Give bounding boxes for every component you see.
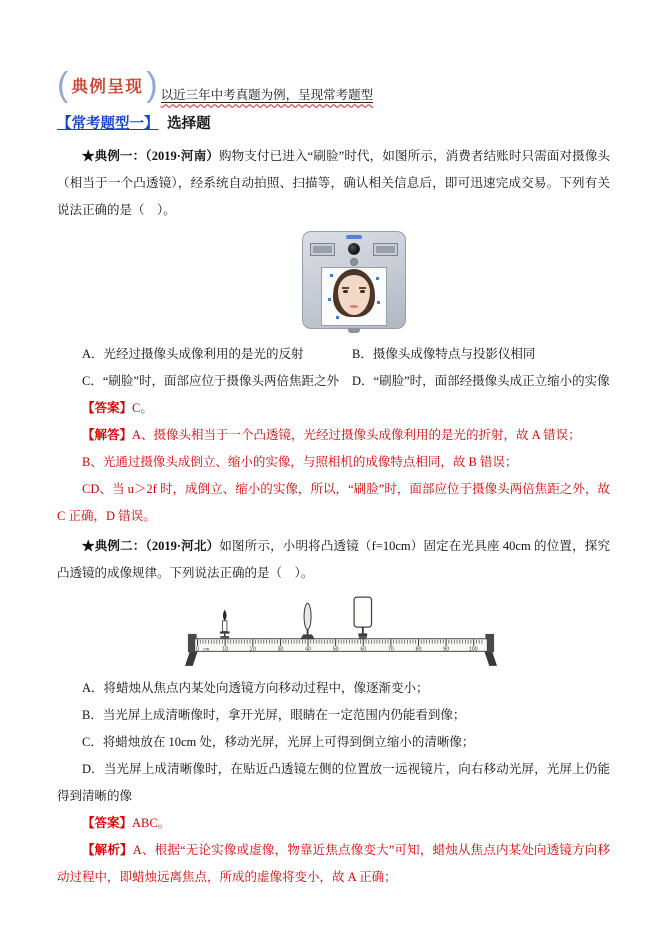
svg-text:50: 50	[332, 646, 339, 653]
badge-label: 典例呈现	[71, 78, 144, 96]
device-base-tab	[348, 328, 360, 333]
svg-text:30: 30	[277, 646, 284, 653]
candle	[220, 610, 230, 639]
q2-answer-label: 【答案】	[82, 816, 133, 830]
screen-holder	[359, 636, 367, 639]
q1-option-d: D．“刷脸”时，面部经摄像头成正立缩小的实像	[352, 374, 610, 388]
svg-text:40: 40	[305, 646, 312, 653]
q1-figure	[97, 231, 610, 335]
q1-options-row-2	[57, 368, 610, 395]
q2-source: （2019·河北）	[145, 539, 220, 553]
q2-stem	[57, 533, 610, 587]
face-mouth	[349, 305, 358, 308]
q1-options-row-1	[57, 341, 610, 368]
q2-figure	[185, 591, 610, 673]
face-brow-right	[359, 287, 366, 289]
q2-option-a: A．将蜡烛从焦点内某处向透镜方向移动过程中，像逐渐变小；	[82, 681, 429, 695]
q1-stem	[57, 143, 610, 224]
device-logo	[346, 235, 362, 239]
svg-text:20: 20	[249, 646, 256, 653]
screen-board	[354, 597, 371, 627]
svg-text:70: 70	[387, 646, 394, 653]
face-tracking-dot	[336, 316, 339, 319]
face-eye-right	[360, 290, 365, 293]
svg-text:90: 90	[443, 646, 450, 653]
section-heading	[57, 112, 610, 133]
optical-bench	[185, 591, 497, 671]
q1-analysis-line-3: CD、当 u＞2f 时，成倒立、缩小的实像，所以，“刷脸”时，面部应位于摄像头两倍焦距之外，故 C 正确，D 错误。	[57, 482, 611, 523]
section-title: 选择题	[167, 116, 211, 132]
svg-text:0: 0	[196, 646, 200, 653]
document-body	[57, 66, 610, 891]
q1-answer	[57, 395, 610, 422]
face-tracking-dot	[376, 277, 379, 280]
q1-option-a: A．光经过摄像头成像利用的是光的反射	[82, 347, 304, 361]
lens-holder	[300, 634, 315, 639]
lens-glass	[304, 603, 311, 629]
q2-stem-text: 如图所示，小明将凸透镜（f=10cm）固定在光具座 40cm 的位置，探究凸透镜的成像规律。下列说法正确的是（ ）。	[57, 539, 610, 580]
q1-stem-text: 购物支付已进入“刷脸”时代，如图所示，消费者结账时只需面对摄像头（相当于一个凸透镜），经系统自动拍照、扫描等，确认相关信息后，即可迅速完成交易。下列有关说法正确的是（ ）。	[57, 149, 610, 217]
q1-option-b: B．摄像头成像特点与投影仪相同	[352, 347, 536, 361]
light-screen	[354, 597, 371, 639]
right-bracket-decoration: )	[146, 66, 158, 104]
q1-source: （2019·河南）	[145, 149, 220, 163]
header-row	[57, 66, 610, 104]
candle-body	[222, 621, 226, 632]
svg-text:80: 80	[415, 646, 422, 653]
q2-analysis-line-1: 【解析】A、根据“无论实像或虚像，物靠近焦点像变大”可知，蜡烛从焦点内某处向透镜方向移动过程中，即蜡烛远离焦点，所成的虚像将变小，故 A 正确；	[57, 843, 610, 884]
q1-answer-label: 【答案】	[82, 401, 133, 415]
q2-analysis-label: 【解析】	[82, 843, 133, 857]
intro-line	[161, 85, 374, 104]
q2-option-d: D．当光屏上成清晰像时，在贴近凸透镜左侧的位置放一远视镜片，向右移动光屏，光屏上仍能得到清晰的像	[57, 762, 610, 803]
device-left-slot	[310, 243, 335, 256]
device-right-slot	[373, 243, 398, 256]
candle-flame	[223, 610, 227, 621]
q2-answer	[57, 810, 610, 837]
svg-text:60: 60	[360, 646, 367, 653]
face-eye-left	[343, 290, 348, 293]
camera-lens-icon	[348, 243, 360, 255]
ruler-unit-label: cm	[203, 646, 210, 652]
q1-analysis-line-2: B、光通过摄像头成倒立、缩小的实像，与照相机的成像特点相同，故 B 错误；	[82, 455, 518, 469]
q2-option-b: B．当光屏上成清晰像时，拿开光屏，眼睛在一定范围内仍能看到像；	[82, 708, 466, 722]
face-brow-left	[342, 287, 349, 289]
candle-holder	[220, 636, 229, 639]
svg-text:100: 100	[468, 646, 478, 653]
q1-option-c: C．“刷脸”时，面部应位于摄像头两倍焦距之外	[82, 374, 339, 388]
face-tracking-dot	[328, 298, 331, 301]
left-bracket-decoration: (	[57, 66, 69, 104]
q2-option-c: C．将蜡烛放在 10cm 处，移动光屏，光屏上可得到倒立缩小的清晰像；	[82, 735, 475, 749]
q1-analysis-label: 【解答】	[82, 428, 133, 442]
face-tracking-dot	[330, 274, 333, 277]
q2-answer-value: ABC。	[132, 816, 171, 830]
q1-label: ★典例一：	[82, 149, 146, 163]
face-tracking-dot	[377, 301, 380, 304]
example-badge	[57, 66, 158, 104]
convex-lens	[300, 603, 315, 639]
section-tag: 【常考题型一】	[57, 116, 159, 132]
svg-text:10: 10	[222, 646, 229, 653]
q1-analysis-line-1: 【解答】A、摄像头相当于一个凸透镜，光经过摄像头成像利用的是光的折射，故 A 错误；	[82, 428, 581, 442]
q2-label: ★典例二：	[82, 539, 146, 553]
intro-text: 以近三年中考真题为例，呈现常考题型	[160, 88, 374, 102]
sensor-dot	[350, 258, 358, 266]
face-scan-device	[302, 231, 406, 329]
device-screen	[321, 267, 387, 326]
q1-answer-value: C。	[132, 401, 153, 415]
